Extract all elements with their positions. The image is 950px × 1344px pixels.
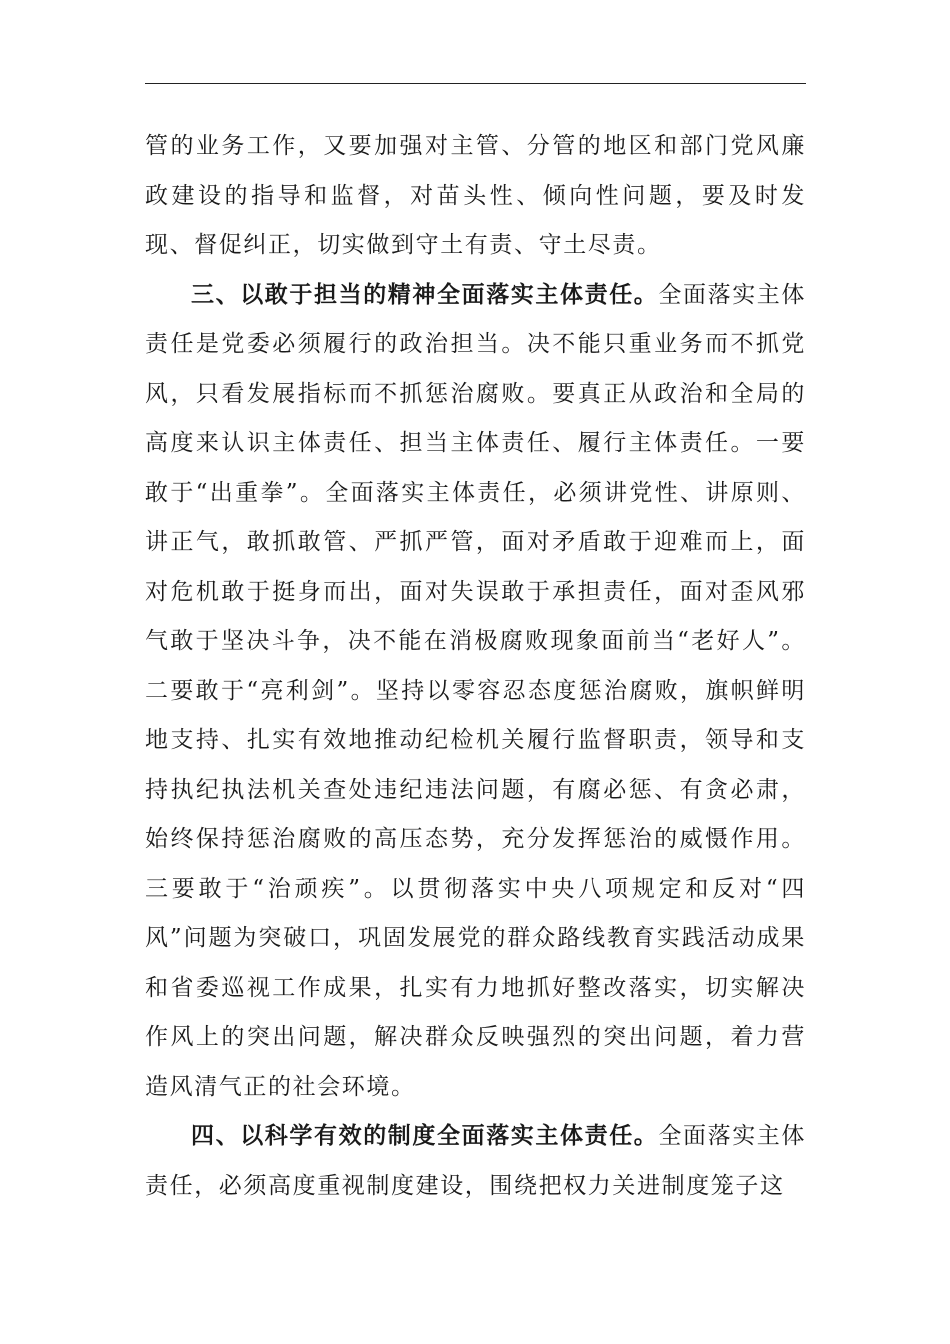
paragraph-text: 管的业务工作，又要加强对主管、分管的地区和部门党风廉政建设的指导和监督，对苗头性、倾向性问题，要及时发现、督促纠正，切实做到守土有责、守土尽责。 (145, 133, 806, 258)
section-heading: 三、以敢于担当的精神全面落实主体责任。 (191, 281, 659, 308)
paragraph-section-four (145, 1112, 806, 1211)
section-heading: 四、以科学有效的制度全面落实主体责任。 (191, 1123, 659, 1149)
header-rule (145, 83, 806, 84)
paragraph-text: 全面落实主体责任是党委必须履行的政治担当。决不能只重业务而不抓党风，只看发展指标而不抓惩治腐败。要真正从政治和全局的高度来认识主体责任、担当主体责任、履行主体责任。一要敢于“出重拳”。全面落实主体责任，必须讲党性、讲原则、讲正气，敢抓敢管、严抓严管，面对矛盾敢于迎难而上，面对危机敢于挺身而出，面对失误敢于承担责任，面对歪风邪气敢于坚决斗争，决不能在消极腐败现象面前当“老好人”。二要敢于“亮利剑”。坚持以零容忍态度惩治腐败，旗帜鲜明地支持、扎实有效地推动纪检机关履行监督职责，领导和支持执纪执法机关查处违纪违法问题，有腐必惩、有贪必肃，始终保持惩治腐败的高压态势，充分发挥惩治的威慑作用。三要敢于“治顽疾”。以贯彻落实中央八项规定和反对“四风”问题为突破口，巩固发展党的群众路线教育实践活动成果和省委巡视工作成果，扎实有力地抓好整改落实，切实解决作风上的突出问题，解决群众反映强烈的突出问题，着力营造风清气正的社会环境。 (145, 281, 807, 1100)
paragraph-continuation (145, 122, 806, 271)
paragraph-text: 全面落实主体责任，必须高度重视制度建设，围绕把权力关进制度笼子这 (145, 1123, 807, 1199)
document-body (145, 122, 806, 1211)
paragraph-section-three (145, 271, 806, 1113)
